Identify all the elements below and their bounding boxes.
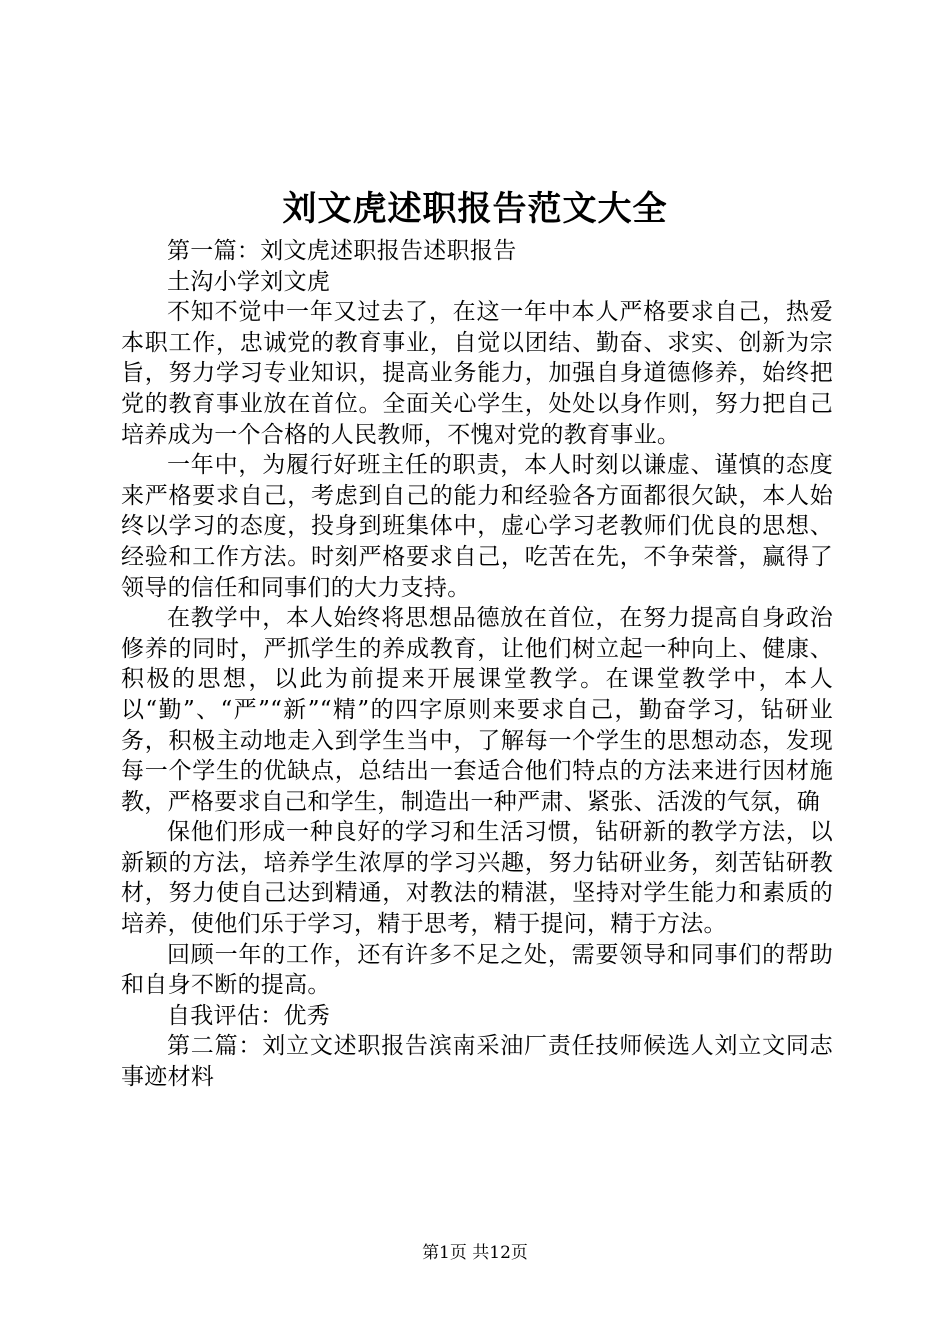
paragraph-self-evaluation: 自我评估：优秀 (167, 1002, 331, 1029)
paragraph-teaching-continued: 保他们形成一种良好的学习和生活习惯，钻研新的教学方法，以新颖的方法，培养学生浓厚的学习兴趣，努力钻研业务，刻苦钻研教材，努力使自己达到精通，对教法的精湛，坚持对学生能力和素质的培养，使他们乐于学习，精于思考，精于提问，精于方法。 (121, 819, 833, 938)
document-title: 刘文虎述职报告范文大全 (282, 189, 668, 229)
document-body (121, 236, 833, 1093)
paragraph-section-one-heading: 第一篇：刘文虎述职报告述职报告 (167, 238, 517, 264)
page-number-footer: 第1页 共12页 (422, 1243, 528, 1263)
paragraph-intro: 不知不觉中一年又过去了，在这一年中本人严格要求自己，热爱本职工作，忠诚党的教育事业，自觉以团结、勤奋、求实、创新为宗旨，努力学习专业知识，提高业务能力，加强自身道德修养，始终把党的教育事业放在首位。全面关心学生，处处以身作则，努力把自己培养成为一个合格的人民教师，不愧对党的教育事业。 (121, 299, 833, 448)
paragraph-section-two-heading: 第二篇：刘立文述职报告滨南采油厂责任技师候选人刘立文同志事迹材料 (121, 1033, 833, 1091)
paragraph-author: 土沟小学刘文虎 (167, 268, 331, 295)
paragraph-class-teacher: 一年中，为履行好班主任的职责，本人时刻以谦虚、谨慎的态度来严格要求自己，考虑到自己的能力和经验各方面都很欠缺，本人始终以学习的态度，投身到班集体中，虚心学习老教师们优良的思想、经验和工作方法。时刻严格要求自己，吃苦在先，不争荣誉，赢得了领导的信任和同事们的大力支持。 (121, 452, 833, 601)
paragraph-teaching: 在教学中，本人始终将思想品德放在首位，在努力提高自身政治修养的同时，严抓学生的养成教育，让他们树立起一种向上、健康、积极的思想，以此为前提来开展课堂教学。在课堂教学中，本人以“勤”、“严”“新”“精”的四字原则来要求自己，勤奋学习，钻研业务，积极主动地走入到学生当中，了解每一个学生的思想动态，发现每一个学生的优缺点，总结出一套适合他们特点的方法来进行因材施教，严格要求自己和学生，制造出一种严肃、紧张、活泼的气氛，确 (121, 605, 833, 815)
paragraph-review: 回顾一年的工作，还有许多不足之处，需要领导和同事们的帮助和自身不断的提高。 (121, 941, 833, 999)
